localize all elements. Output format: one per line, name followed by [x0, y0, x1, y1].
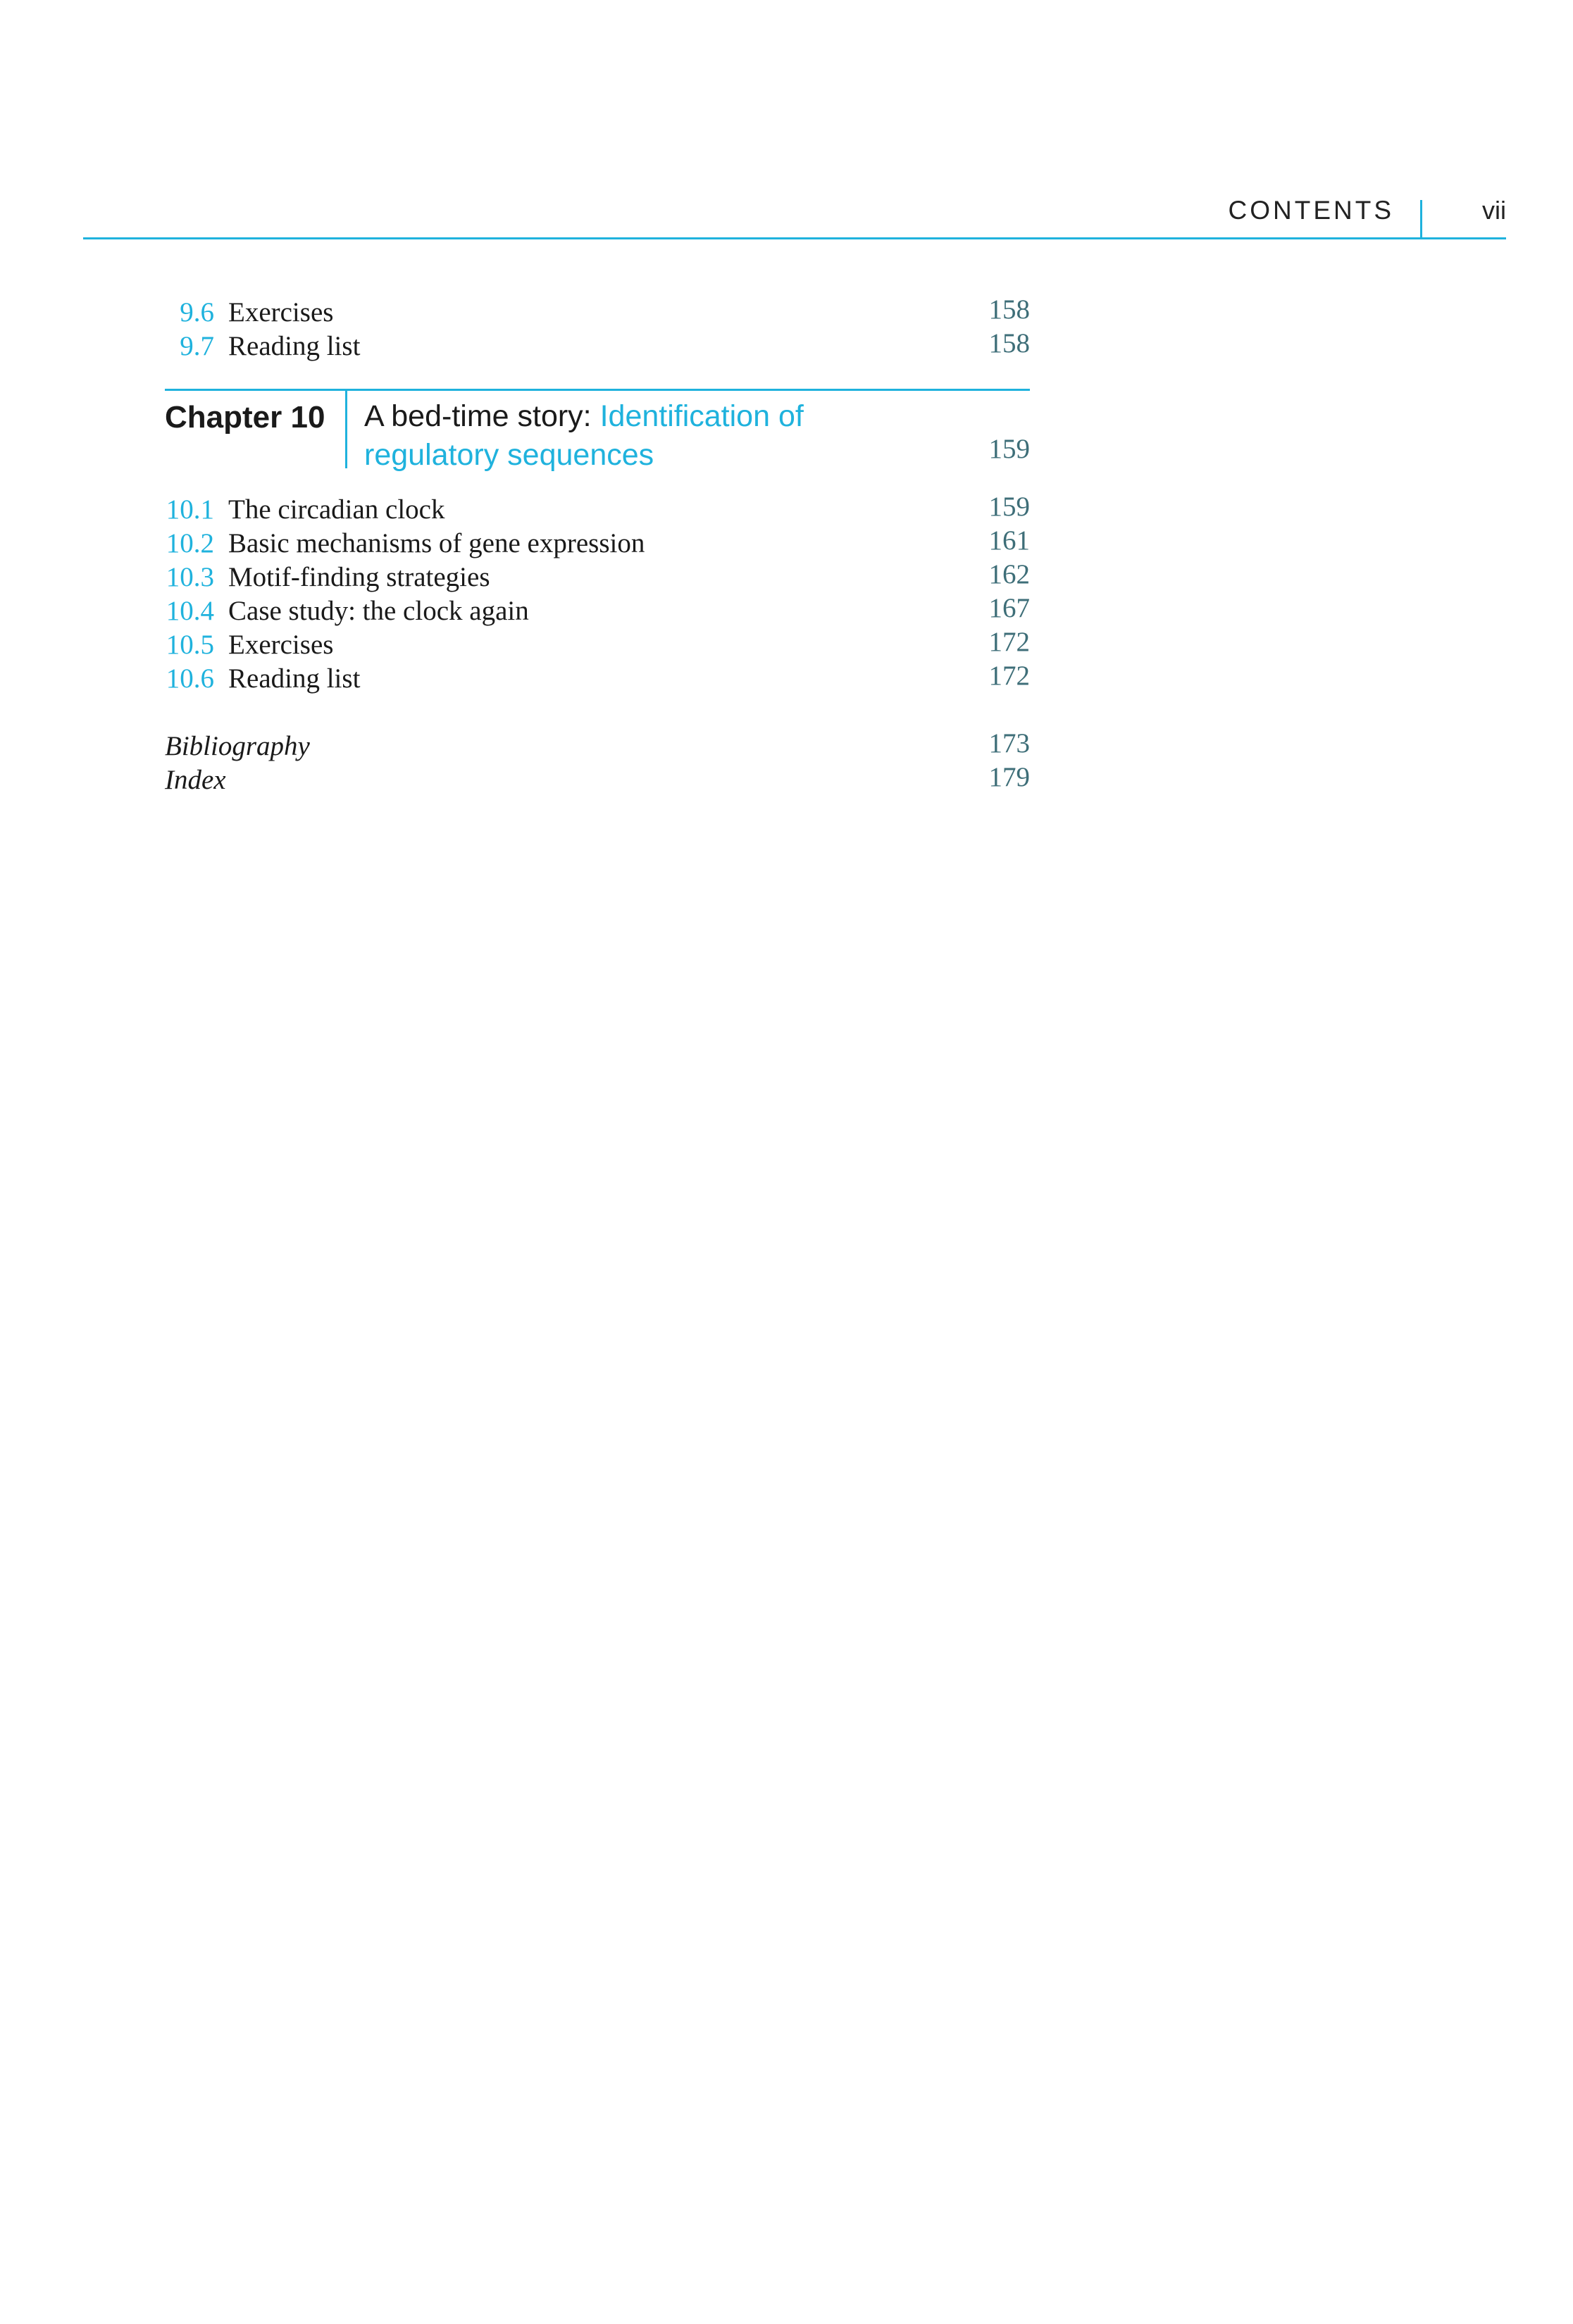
page-folio: vii: [1482, 196, 1506, 225]
header-divider: [1420, 200, 1422, 239]
section-title: Reading list: [228, 331, 361, 361]
toc-entry[interactable]: [165, 561, 1030, 594]
page-number: 161: [988, 525, 1030, 556]
section-number: 10.5: [166, 630, 214, 660]
chapter-divider: [345, 391, 347, 468]
chapter-heading[interactable]: [165, 389, 1030, 480]
section-number: 10.2: [166, 528, 214, 558]
header-rule: [83, 237, 1506, 239]
running-header: [83, 190, 1506, 239]
page-number: 173: [988, 728, 1030, 758]
page-number: 167: [988, 593, 1030, 623]
toc-entry[interactable]: [165, 493, 1030, 527]
section-number: 9.6: [180, 297, 214, 327]
toc-entry-index[interactable]: [165, 763, 1030, 797]
page-number: 172: [988, 627, 1030, 657]
page-number: 158: [988, 328, 1030, 358]
toc-entry[interactable]: [165, 330, 1030, 363]
section-number: 10.4: [166, 596, 214, 626]
section-title: Exercises: [228, 297, 334, 327]
toc-entry[interactable]: [165, 662, 1030, 696]
section-number: 10.6: [166, 663, 214, 694]
chapter-title-plain: A bed-time story:: [364, 399, 600, 433]
section-title: Motif-finding strategies: [228, 562, 490, 592]
page-number: 158: [988, 294, 1030, 325]
page-number: 172: [988, 661, 1030, 691]
section-title: The circadian clock: [228, 494, 445, 525]
back-matter-title: Bibliography: [165, 731, 310, 761]
section-title: Exercises: [228, 630, 334, 660]
section-title: Reading list: [228, 663, 361, 694]
chapter-title-accent: Identification of regulatory sequences: [364, 399, 804, 472]
chapter-page-number: 159: [988, 434, 1030, 464]
toc-entry[interactable]: [165, 527, 1030, 561]
section-number: 10.1: [166, 494, 214, 525]
page-number: 162: [988, 559, 1030, 589]
page-number: 159: [988, 492, 1030, 522]
section-number: 10.3: [166, 562, 214, 592]
back-matter-title: Index: [165, 765, 226, 795]
section-number: 9.7: [180, 331, 214, 361]
chapter-rule: [165, 389, 1030, 391]
toc-entry[interactable]: [165, 628, 1030, 662]
toc-entry[interactable]: [165, 594, 1030, 628]
chapter-label: Chapter 10: [165, 400, 325, 435]
toc-entry[interactable]: [165, 296, 1030, 330]
section-title: Basic mechanisms of gene expression: [228, 528, 645, 558]
running-header-title: CONTENTS: [1228, 196, 1394, 225]
chapter-title: [364, 397, 871, 475]
toc-entry-bibliography[interactable]: [165, 730, 1030, 763]
section-title: Case study: the clock again: [228, 596, 529, 626]
page-number: 179: [988, 762, 1030, 792]
